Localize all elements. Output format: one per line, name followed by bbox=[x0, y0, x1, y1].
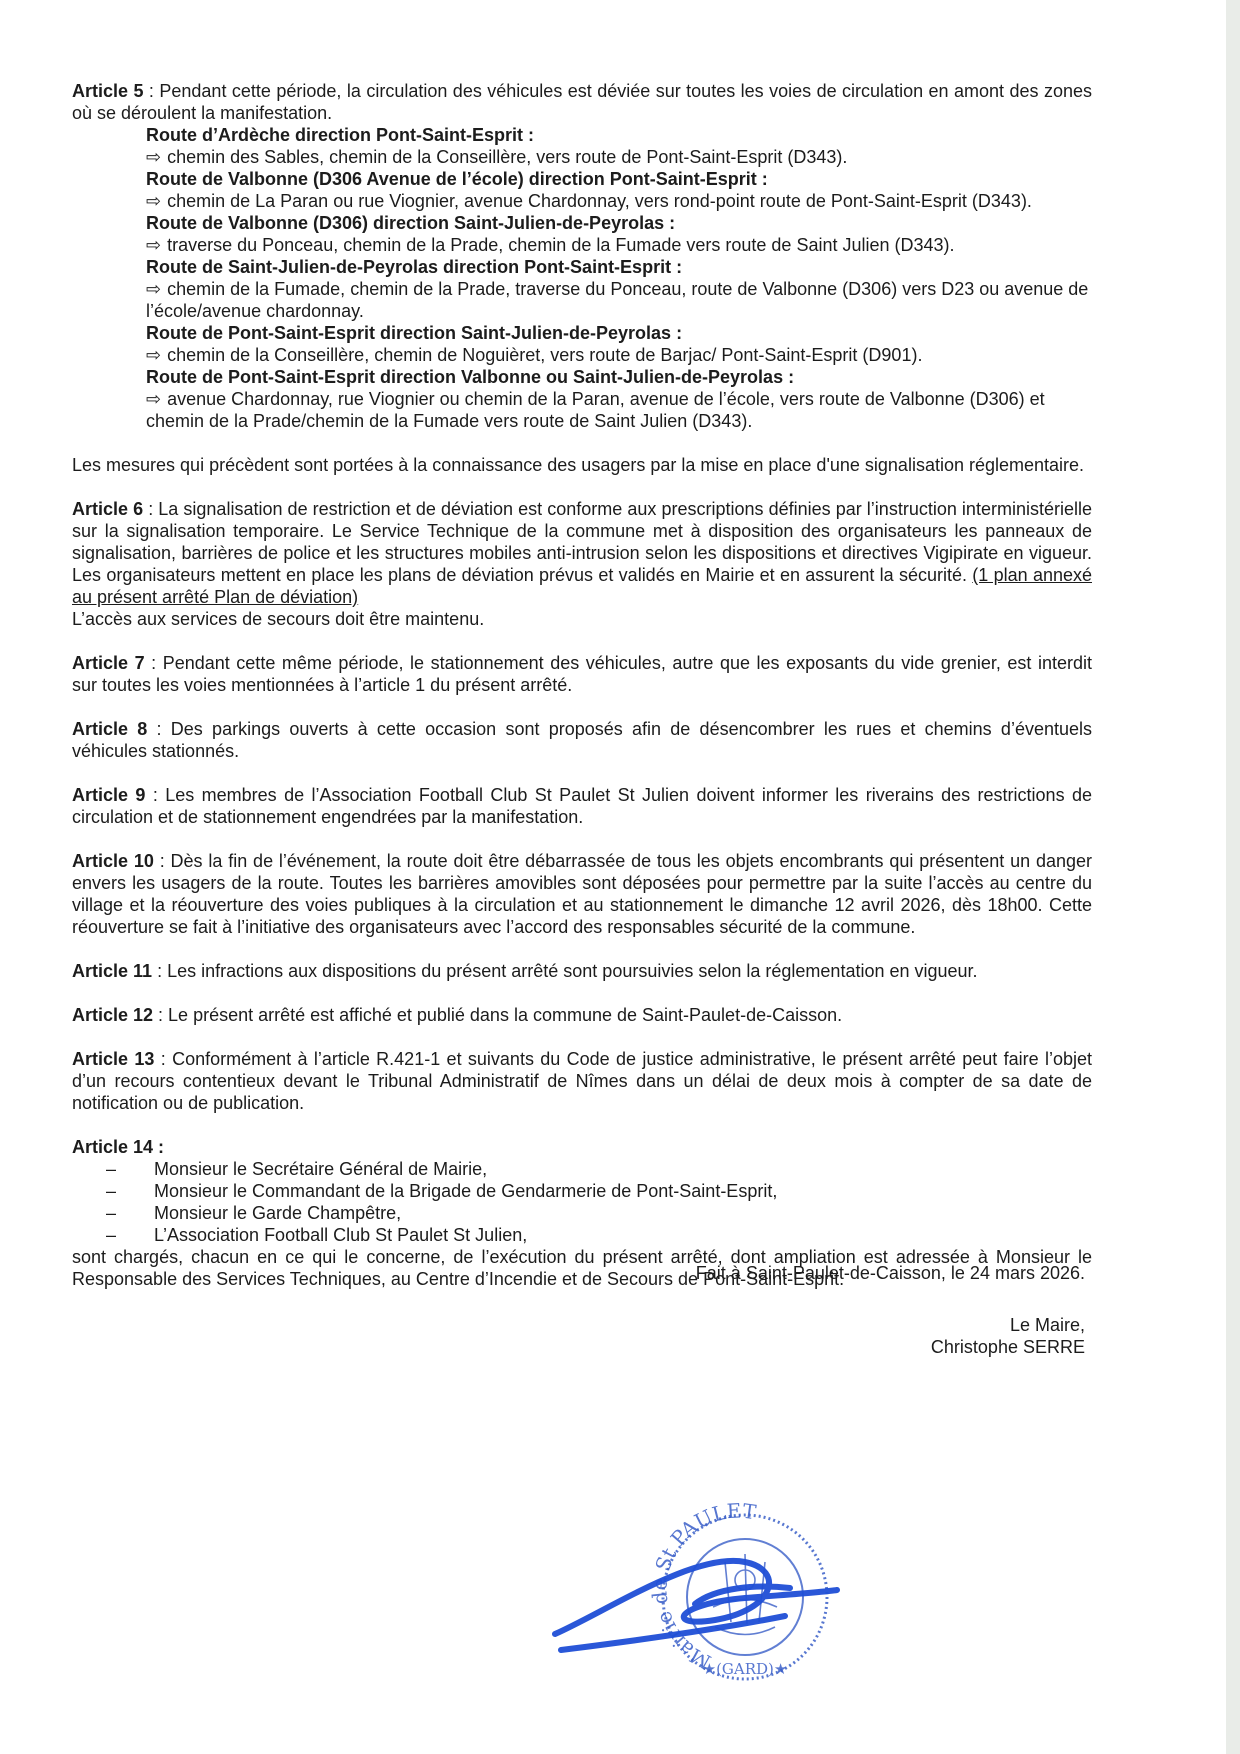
article-label: Article 9 bbox=[72, 785, 146, 805]
route-item bbox=[146, 366, 1092, 432]
article-14-closing: sont chargés, chacun en ce qui le concerne, de l’exécution du présent arrêté, dont ampliation est adressée à Monsieur le Responsable des Services Techniques, au Centre d’Incendie et de Secours de Pont-Saint-Esprit. bbox=[72, 1247, 1092, 1289]
route-item bbox=[146, 124, 1092, 168]
list-item: – L’Association Football Club St Paulet St Julien, bbox=[106, 1225, 528, 1245]
arrow-right-icon: ⇨ bbox=[146, 389, 162, 409]
arrow-right-icon: ⇨ bbox=[146, 279, 162, 299]
arrow-right-icon: ⇨ bbox=[146, 191, 162, 211]
route-title: Route d’Ardèche direction Pont-Saint-Esprit : bbox=[146, 125, 535, 145]
article-5-paragraph bbox=[72, 80, 1092, 124]
list-item: – Monsieur le Secrétaire Général de Mairie, bbox=[106, 1159, 488, 1179]
annex-plan-link[interactable]: (1 plan annexé au présent arrêté Plan de déviation) bbox=[72, 565, 1092, 607]
article-9: Article 9 : Les membres de l’Association Football Club St Paulet St Julien doivent informer les riverains des restrictions de circulation et de stationnement engendrées par la manifestation. bbox=[72, 785, 1092, 827]
route-item bbox=[146, 322, 1092, 366]
signature-block bbox=[931, 1314, 1085, 1358]
stamp-bottom-text: ★(GARD)★ bbox=[702, 1660, 788, 1678]
article-text: : Pendant cette période, la circulation des véhicules est déviée sur toutes les voies de circulation en amont des zones où se déroulent la manifestation. bbox=[72, 81, 1092, 123]
route-title: Route de Pont-Saint-Esprit direction Valbonne ou Saint-Julien-de-Peyrolas : bbox=[146, 367, 795, 387]
official-stamp-icon bbox=[545, 1492, 845, 1692]
list-item: – Monsieur le Commandant de la Brigade de Gendarmerie de Pont-Saint-Esprit, bbox=[106, 1181, 778, 1201]
secours-line: L’accès aux services de secours doit être maintenu. bbox=[72, 609, 485, 629]
article-10: Article 10 : Dès la fin de l’événement, la route doit être débarrassée de tous les objets encombrants qui présentent un danger envers les usagers de la route. Toutes les barrières amovibles sont déposées pour permettre par la suite l’accès au centre du village et la réouverture des voies publiques à la circulation et au stationnement le dimanche 12 avril 2026, dès 18h00. Cette réouverture se fait à l’initiative des organisateurs avec l’accord des responsables sécurité de la commune. bbox=[72, 851, 1092, 937]
signature-scribble bbox=[555, 1561, 837, 1650]
signatory-title: Le Maire, bbox=[1009, 1315, 1085, 1335]
route-item bbox=[146, 168, 1092, 212]
scan-edge bbox=[1226, 0, 1240, 1754]
article-5 bbox=[72, 80, 1092, 432]
article-label: Article 8 bbox=[72, 719, 148, 739]
recipients-list bbox=[72, 1158, 1092, 1246]
route-title: Route de Saint-Julien-de-Peyrolas direction Pont-Saint-Esprit : bbox=[146, 257, 683, 277]
article-12: Article 12 : Le présent arrêté est affiché et publié dans la commune de Saint-Paulet-de-Caisson. bbox=[72, 1005, 843, 1025]
signatory-name: Christophe SERRE bbox=[930, 1337, 1085, 1357]
route-desc: ⇨ chemin des Sables, chemin de la Conseillère, vers route de Pont-Saint-Esprit (D343). bbox=[146, 147, 848, 167]
article-label: Article 10 bbox=[72, 851, 154, 871]
place-date-line: Fait à Saint-Paulet-de-Caisson, le 24 mars 2026. bbox=[695, 1263, 1085, 1283]
article-8: Article 8 : Des parkings ouverts à cette occasion sont proposés afin de désencombrer les rues et chemins d’éventuels véhicules stationnés. bbox=[72, 719, 1092, 761]
route-desc: ⇨ chemin de la Fumade, chemin de la Prade, traverse du Ponceau, route de Valbonne (D306) vers D23 ou avenue de l’école/avenue chardonnay. bbox=[146, 279, 1089, 321]
article-label: Article 6 bbox=[72, 499, 144, 519]
article-6-paragraph: Article 6 : La signalisation de restriction et de déviation est conforme aux prescriptions définies par l’instruction interministérielle sur la signalisation temporaire. Le Service Technique de la commune met à disposition des organisateurs les panneaux de signalisation, barrières de police et les structures mobiles anti-intrusion selon les dispositions et directives Vigipirate en vigueur. Les organisateurs mettent en place les plans de déviation prévus et validés en Mairie et en assurent la sécurité. (1 plan annexé au présent arrêté Plan de déviation) bbox=[72, 499, 1092, 607]
document-body bbox=[72, 80, 1092, 1312]
route-desc: ⇨ chemin de La Paran ou rue Viognier, avenue Chardonnay, vers rond-point route de Pont-Saint-Esprit (D343). bbox=[146, 191, 1032, 211]
article-label: Article 14 bbox=[72, 1137, 154, 1157]
stamp-text: Mairie de St PAULET bbox=[647, 1498, 758, 1675]
article-label: Article 5 bbox=[72, 81, 144, 101]
article-label: Article 11 bbox=[72, 961, 153, 981]
article-6 bbox=[72, 498, 1092, 630]
route-desc: ⇨ traverse du Ponceau, chemin de la Prade, chemin de la Fumade vers route de Saint Julien (D343). bbox=[146, 235, 955, 255]
arrow-right-icon: ⇨ bbox=[146, 147, 162, 167]
route-title: Route de Valbonne (D306) direction Saint-Julien-de-Peyrolas : bbox=[146, 213, 676, 233]
mesures-paragraph: Les mesures qui précèdent sont portées à la connaissance des usagers par la mise en place d'une signalisation réglementaire. bbox=[72, 455, 1085, 475]
route-desc: ⇨ chemin de la Conseillère, chemin de Noguièret, vers route de Barjac/ Pont-Saint-Esprit (D901). bbox=[146, 345, 923, 365]
route-item bbox=[146, 212, 1092, 256]
stamp-and-signature bbox=[545, 1492, 845, 1692]
article-label: Article 7 bbox=[72, 653, 145, 673]
article-label: Article 13 bbox=[72, 1049, 155, 1069]
route-desc: ⇨ avenue Chardonnay, rue Viognier ou chemin de la Paran, avenue de l’école, vers route de Valbonne (D306) et chemin de la Prade/chemin de la Fumade vers route de Saint Julien (D343). bbox=[146, 389, 1045, 431]
route-title: Route de Valbonne (D306 Avenue de l’école) direction Pont-Saint-Esprit : bbox=[146, 169, 768, 189]
article-label: Article 12 bbox=[72, 1005, 154, 1025]
article-14: Article 14 : – Monsieur le Secrétaire Général de Mairie, – Monsieur le Commandant de la Brigade de Gendarmerie de Pont-Saint-Esprit, – Monsieur le Garde Champêtre, – L’Association Football Club St Paulet St Julien, sont chargés, chacun en ce qui le concerne, de l’exécution du présent arrêté, dont ampliation est adressée à Monsieur le Responsable des Services Techniques, au Centre d’Incendie et de Secours de Pont-Saint-Esprit. bbox=[72, 1137, 1092, 1289]
list-item: – Monsieur le Garde Champêtre, bbox=[106, 1203, 402, 1223]
article-11: Article 11 : Les infractions aux dispositions du présent arrêté sont poursuivies selon la réglementation en vigueur. bbox=[72, 961, 978, 981]
route-title: Route de Pont-Saint-Esprit direction Saint-Julien-de-Peyrolas : bbox=[146, 323, 683, 343]
arrow-right-icon: ⇨ bbox=[146, 235, 162, 255]
article-13: Article 13 : Conformément à l’article R.421-1 et suivants du Code de justice administrative, le présent arrêté peut faire l’objet d’un recours contentieux devant le Tribunal Administratif de Nîmes dans un délai de deux mois à compter de sa date de notification ou de publication. bbox=[72, 1049, 1092, 1113]
arrow-right-icon: ⇨ bbox=[146, 345, 162, 365]
route-item bbox=[146, 256, 1092, 322]
article-7: Article 7 : Pendant cette même période, le stationnement des véhicules, autre que les exposants du vide grenier, est interdit sur toutes les voies mentionnées à l’article 1 du présent arrêté. bbox=[72, 653, 1092, 695]
